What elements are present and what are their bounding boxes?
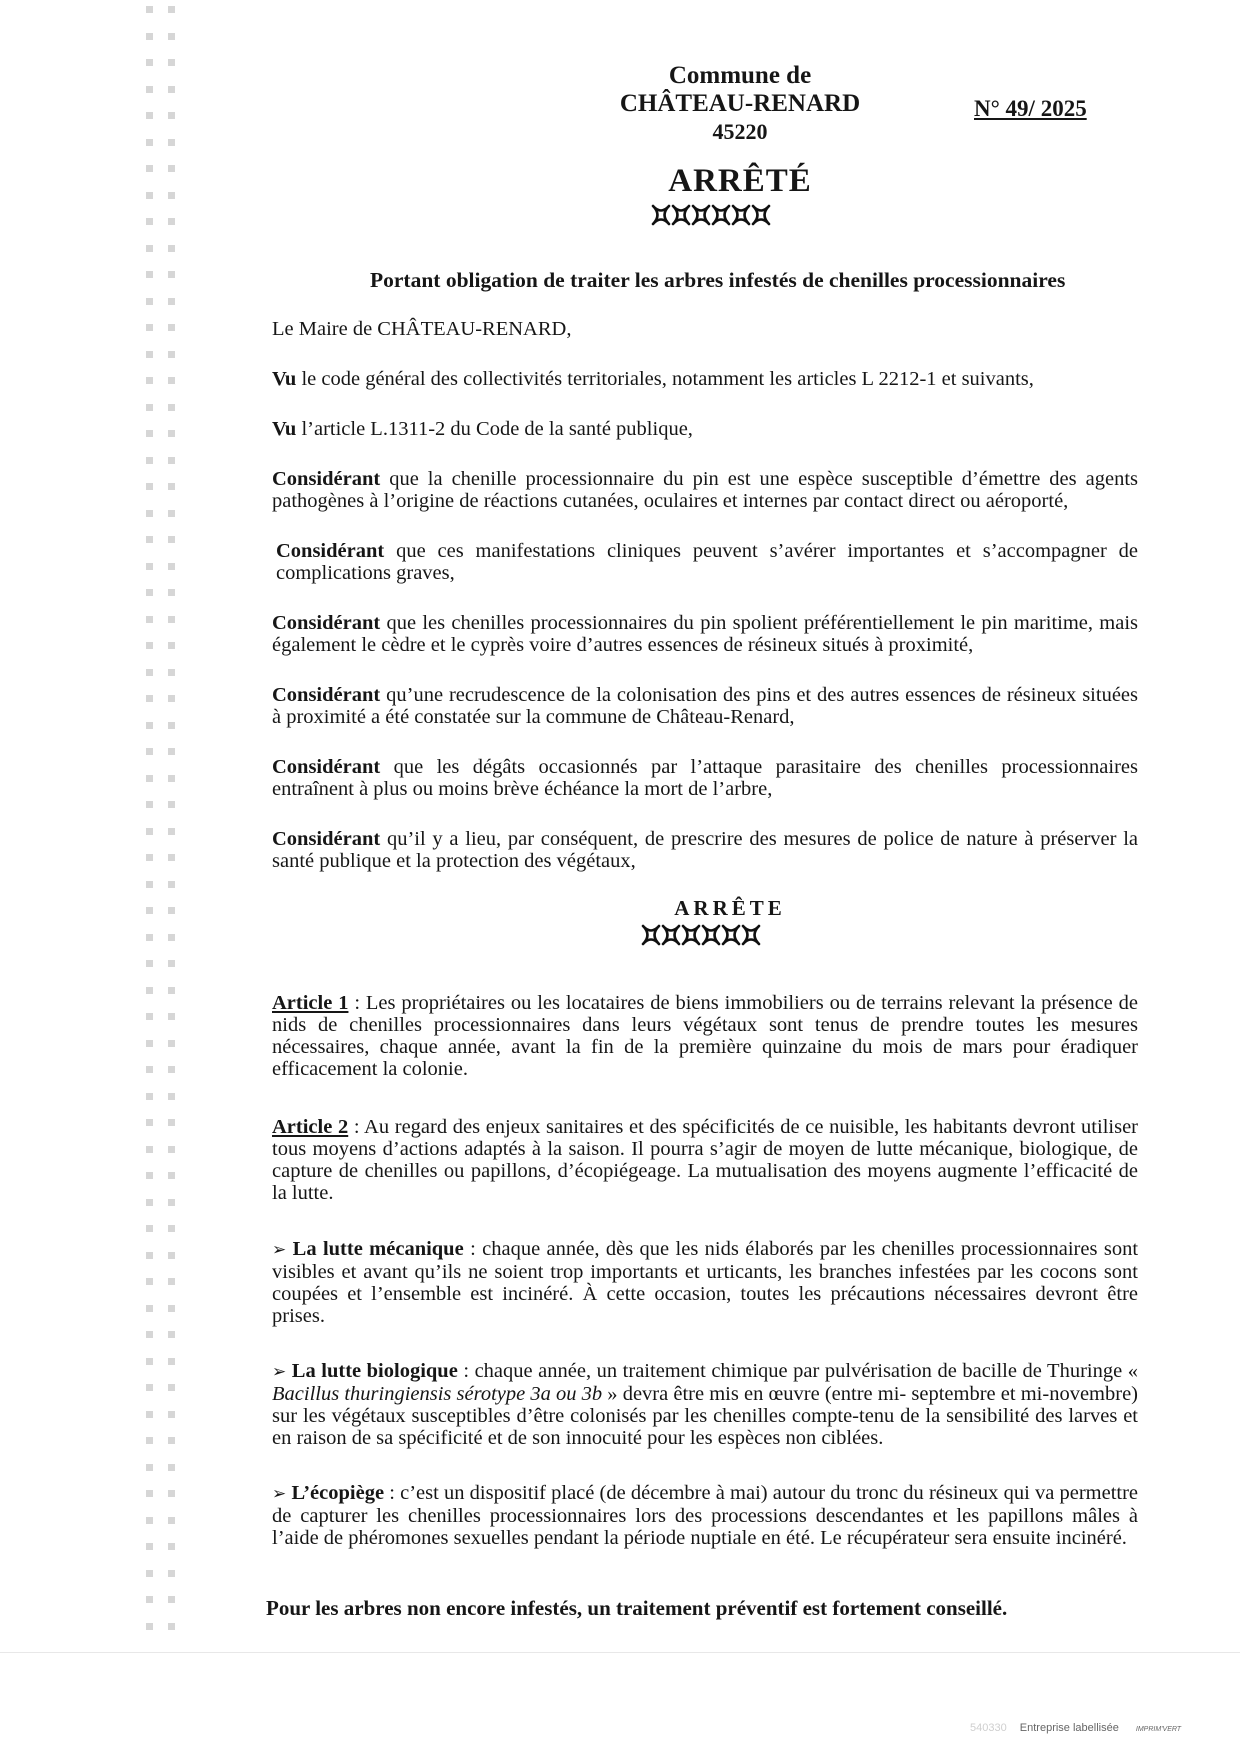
footer-code: 540330	[970, 1722, 1007, 1734]
vu-1: Vu le code général des collectivités territoriales, notamment les articles L 2212-1 et suivants,	[272, 368, 1034, 390]
decree-number: N° 49/ 2025	[974, 96, 1087, 121]
article-2: Article 2 : Au regard des enjeux sanitaires et des spécificités de ce nuisible, les habitants devront utiliser tous moyens d’actions adaptés à la saison. Il pourra s’agir de moyen de lutte mécanique, biologique, de capture de chenilles ou papillons, d’écopiégeage. La mutualisation des moyens augmente l’efficacité de la lutte.	[272, 1116, 1138, 1204]
considerant-3: Considérant que les chenilles processionnaires du pin spolient préférentiellement le pin maritime, mais également le cèdre et le cyprès voire d’autres essences de résineux situés à proximité,	[272, 612, 1138, 656]
vu-2: Vu l’article L.1311-2 du Code de la santé publique,	[272, 418, 693, 440]
postcode: 45220	[712, 119, 768, 144]
method-biologique: ➢ La lutte biologique : chaque année, un traitement chimique par pulvérisation de bacille de Thuringe « Bacillus thuringiensis sérotype 3a ou 3b » devra être mis en œuvre (entre mi- septembre et mi-novembre) sur les végétaux susceptibles d’être colonisés par les chenilles compte-tenu de la sensibilité des larves et en raison de sa spécificité et de son innocuité pour les espèces non ciblées.	[272, 1360, 1138, 1449]
page-divider	[0, 1652, 1240, 1653]
considerant-5: Considérant que les dégâts occasionnés par l’attaque parasitaire des chenilles processionnaires entraînent à plus ou moins brève échéance la mort de l’arbre,	[272, 756, 1138, 800]
considerant-2: Considérant que ces manifestations cliniques peuvent s’avérer importantes et s’accompagner de complications graves,	[276, 540, 1138, 584]
mayor-line: Le Maire de CHÂTEAU-RENARD,	[272, 318, 572, 340]
ornament-bottom	[641, 924, 761, 946]
page-title: ARRÊTÉ	[668, 163, 812, 199]
commune-header	[560, 62, 920, 146]
ornament-top	[651, 204, 771, 226]
final-note: Pour les arbres non encore infestés, un traitement préventif est fortement conseillé.	[266, 1596, 1008, 1620]
arrow-icon: ➢	[272, 1362, 287, 1382]
considerant-6: Considérant qu’il y a lieu, par conséquent, de prescrire des mesures de police de nature à préserver la santé publique et la protection des végétaux,	[272, 828, 1138, 872]
method-mecanique: ➢ La lutte mécanique : chaque année, dès que les nids élaborés par les chenilles processionnaires sont visibles et avant qu’ils ne soient trop importants et urticants, les branches infestées par les cocons sont coupées et l’ensemble est incinéré. À cette occasion, toutes les précautions nécessaires devront être prises.	[272, 1238, 1139, 1327]
town-name: CHÂTEAU-RENARD	[619, 90, 861, 117]
arrete-heading: ARRÊTE	[674, 896, 786, 920]
footer-label: Entreprise labellisée	[1019, 1722, 1119, 1734]
binding-holes	[146, 6, 186, 1656]
imprim-vert-logo: IMPRIM'VERT	[1135, 1726, 1182, 1733]
arrow-icon: ➢	[272, 1240, 287, 1260]
footer	[970, 1722, 1181, 1734]
decree-subject: Portant obligation de traiter les arbres infestés de chenilles processionnaires	[370, 268, 1066, 292]
considerant-1: Considérant que la chenille processionnaire du pin est une espèce susceptible d’émettre des agents pathogènes à l’origine de réactions cutanées, oculaires et internes par contact direct ou aéroporté,	[272, 468, 1138, 512]
arrow-icon: ➢	[272, 1484, 287, 1504]
considerant-4: Considérant qu’une recrudescence de la colonisation des pins et des autres essences de résineux situées à proximité a été constatée sur la commune de Château-Renard,	[272, 684, 1138, 728]
article-1: Article 1 : Les propriétaires ou les locataires de biens immobiliers ou de terrains relevant la présence de nids de chenilles processionnaires dans leurs végétaux sont tenus de prendre toutes les mesures nécessaires, chaque année, avant la fin de la première quinzaine du mois de mars pour éradiquer efficacement la colonie.	[272, 992, 1138, 1080]
commune-label: Commune de	[668, 62, 812, 89]
method-ecopiege: ➢ L’écopiège : c’est un dispositif placé (de décembre à mai) autour du tronc du résineux qui va permettre de capturer les chenilles processionnaires lors des processions descendantes et les papillons mâles à l’aide de phéromones sexuelles pendant la période nuptiale en été. Le récupérateur sera ensuite incinéré.	[272, 1482, 1139, 1549]
